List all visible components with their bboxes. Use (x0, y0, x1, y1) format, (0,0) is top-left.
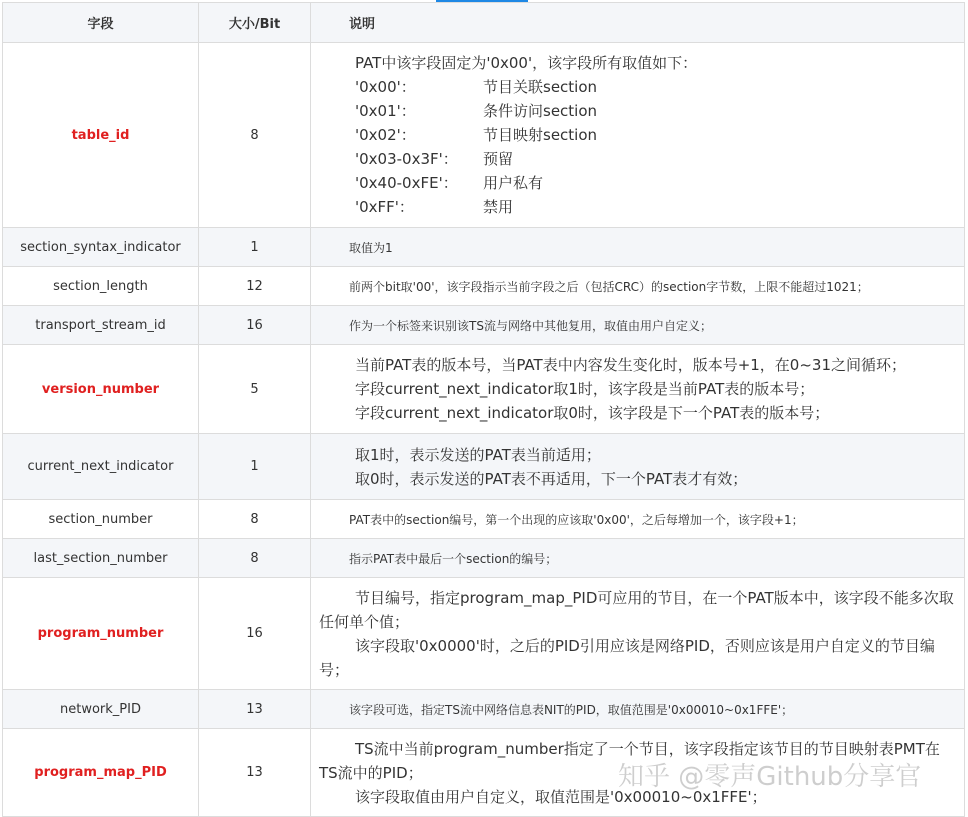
value-code: '0x40-0xFE'： (355, 174, 458, 192)
table-row (3, 539, 965, 578)
value-item (355, 75, 956, 99)
field-size: 12 (199, 267, 311, 306)
field-name: section_syntax_indicator (3, 228, 199, 267)
pat-field-table (2, 2, 965, 817)
field-size: 1 (199, 228, 311, 267)
field-size: 1 (199, 434, 311, 500)
value-code: '0x00'： (355, 78, 416, 96)
value-meaning: 禁用 (483, 198, 514, 216)
field-description: 指示PAT表中最后一个section的编号； (311, 539, 965, 578)
field-size: 16 (199, 578, 311, 690)
table-row (3, 578, 965, 690)
field-size: 13 (199, 729, 311, 817)
field-name: section_length (3, 267, 199, 306)
value-item (355, 147, 956, 171)
field-name: current_next_indicator (3, 434, 199, 500)
value-meaning: 用户私有 (483, 174, 544, 192)
value-code: '0x03-0x3F'： (355, 150, 458, 168)
description-line: 取0时，表示发送的PAT表不再适用，下一个PAT表才有效； (355, 469, 748, 488)
field-name: last_section_number (3, 539, 199, 578)
description-line: 字段current_next_indicator取0时，该字段是下一个PAT表的版本号； (355, 404, 830, 422)
field-description: 前两个bit取'00'，该字段指示当前字段之后（包括CRC）的section字节数，上限不能超过1021； (311, 267, 965, 306)
value-item (355, 195, 956, 219)
value-meaning: 节目关联section (483, 78, 598, 96)
table-row (3, 500, 965, 539)
field-description: 作为一个标签来识别该TS流与网络中其他复用，取值由用户自定义； (311, 306, 965, 345)
value-meaning: 条件访问section (483, 102, 598, 120)
field-description (311, 434, 965, 500)
table-row (3, 729, 965, 817)
value-meaning: 预留 (483, 150, 514, 168)
table-row (3, 690, 965, 729)
description-paragraph: TS流中当前program_number指定了一个节目，该字段指定该节目的节目映射表PMT在TS流中的PID； (319, 739, 940, 782)
value-item (355, 99, 956, 123)
watermark: 知乎 @零声Github分享官 (618, 762, 922, 792)
field-description (311, 729, 965, 817)
description-paragraph: 该字段取值由用户自定义，取值范围是'0x00010~0x1FFE'； (355, 787, 767, 806)
table-row (3, 306, 965, 345)
field-size: 8 (199, 43, 311, 228)
table-header-row (3, 3, 965, 43)
value-code: '0x02'： (355, 126, 416, 144)
field-size: 13 (199, 690, 311, 729)
description-paragraph: 该字段取'0x0000'时，之后的PID引用应该是网络PID，否则应该是用户自定义的节目编号； (319, 636, 935, 679)
value-item (355, 171, 956, 195)
description-line: 取1时，表示发送的PAT表当前适用； (355, 445, 601, 464)
field-description: 取值为1 (311, 228, 965, 267)
table-row (3, 267, 965, 306)
value-meaning: 节目映射section (483, 126, 598, 144)
header-field: 字段 (3, 3, 199, 43)
field-name: section_number (3, 500, 199, 539)
description-line: PAT中该字段固定为'0x00'，该字段所有取值如下： (355, 54, 698, 72)
header-description: 说明 (311, 3, 965, 43)
value-code: '0xFF'： (355, 198, 414, 216)
description-paragraph: 节目编号，指定program_map_PID可应用的节目，在一个PAT版本中，该字段不能多次取任何单个值； (319, 588, 954, 631)
field-name: version_number (3, 345, 199, 434)
table-row (3, 345, 965, 434)
description-line: 当前PAT表的版本号，当PAT表中内容发生变化时，版本号+1，在0~31之间循环； (355, 356, 907, 374)
table-row (3, 228, 965, 267)
field-size: 16 (199, 306, 311, 345)
field-description: 该字段可选，指定TS流中网络信息表NIT的PID，取值范围是'0x00010~0x1FFE'； (311, 690, 965, 729)
field-description (311, 345, 965, 434)
header-size: 大小/Bit (199, 3, 311, 43)
field-size: 8 (199, 500, 311, 539)
field-name: table_id (3, 43, 199, 228)
value-item (355, 123, 956, 147)
table-row (3, 434, 965, 500)
field-name: program_map_PID (3, 729, 199, 817)
field-description: PAT表中的section编号，第一个出现的应该取'0x00'，之后每增加一个，该字段+1； (311, 500, 965, 539)
field-name: transport_stream_id (3, 306, 199, 345)
field-size: 8 (199, 539, 311, 578)
value-code: '0x01'： (355, 102, 416, 120)
field-name: network_PID (3, 690, 199, 729)
field-description (311, 43, 965, 228)
field-size: 5 (199, 345, 311, 434)
field-name: program_number (3, 578, 199, 690)
table-row (3, 43, 965, 228)
field-description (311, 578, 965, 690)
description-line: 字段current_next_indicator取1时，该字段是当前PAT表的版本号； (355, 380, 815, 398)
